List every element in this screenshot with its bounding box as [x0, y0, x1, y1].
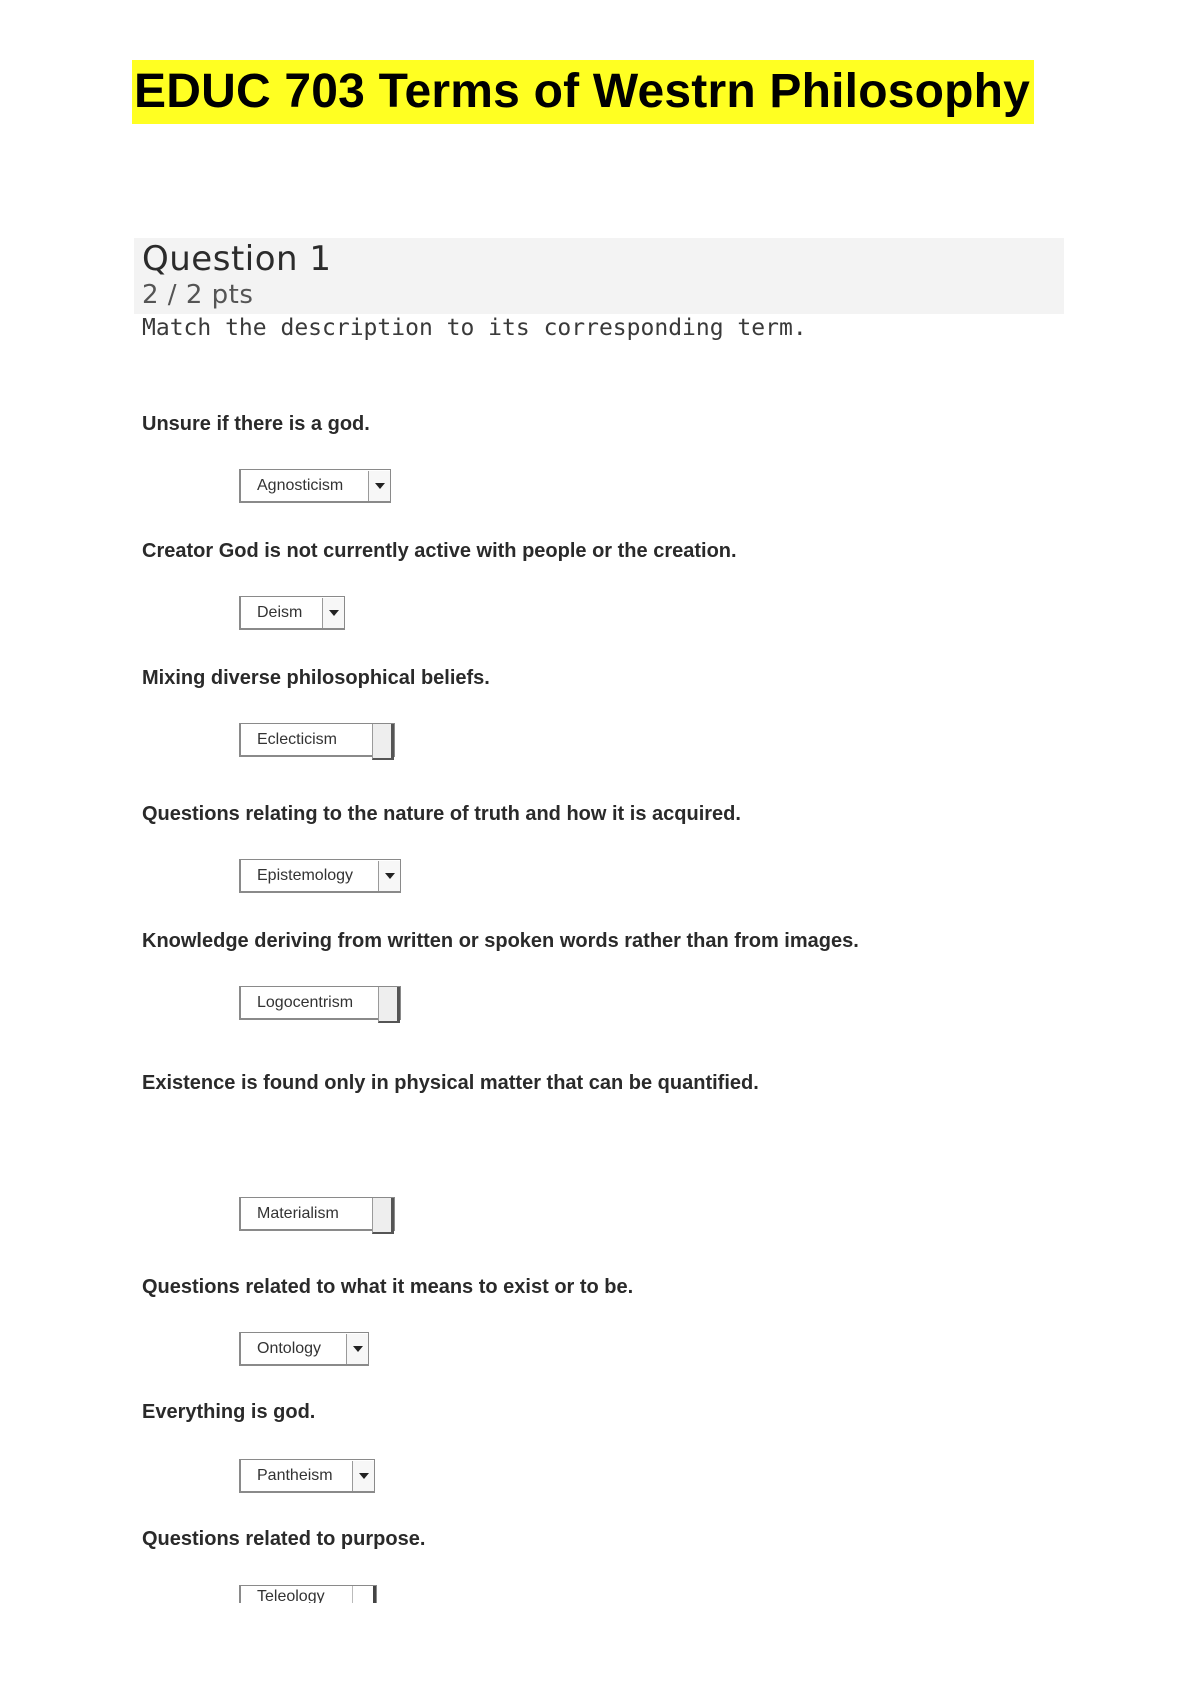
answer-select-value: Deism [257, 603, 303, 621]
answer-select-value: Epistemology [257, 866, 354, 884]
answer-select-1[interactable] [239, 469, 391, 503]
dropdown-arrow-icon[interactable] [368, 471, 390, 501]
match-prompt-6: Existence is found only in physical matter that can be quantified. [142, 1072, 759, 1094]
dropdown-arrow-icon[interactable] [322, 598, 344, 628]
answer-select-value: Teleology [257, 1588, 325, 1603]
dropdown-button[interactable] [372, 1198, 394, 1234]
match-prompt-1: Unsure if there is a god. [142, 413, 370, 435]
answer-select-5[interactable] [239, 986, 401, 1020]
match-prompt-9: Questions related to purpose. [142, 1528, 426, 1550]
answer-select-value: Materialism [257, 1204, 339, 1222]
match-prompt-7: Questions related to what it means to exist or to be. [142, 1276, 634, 1298]
answer-select-6[interactable] [239, 1197, 395, 1231]
answer-select-7[interactable] [239, 1332, 369, 1366]
answer-select-4[interactable] [239, 859, 401, 893]
answer-select-value: Logocentrism [257, 993, 354, 1011]
answer-select-value: Pantheism [257, 1466, 333, 1484]
match-prompt-8: Everything is god. [142, 1401, 316, 1423]
question-instructions: Match the description to its corresponding term. [142, 315, 807, 341]
dropdown-button[interactable] [378, 987, 400, 1023]
match-prompt-2: Creator God is not currently active with people or the creation. [142, 540, 737, 562]
match-prompt-5: Knowledge deriving from written or spoken words rather than from images. [142, 930, 859, 952]
dropdown-button[interactable] [372, 724, 394, 760]
dropdown-arrow-icon[interactable] [378, 861, 400, 891]
answer-select-2[interactable] [239, 596, 345, 630]
dropdown-button[interactable] [352, 1586, 376, 1603]
answer-select-value: Ontology [257, 1339, 322, 1357]
dropdown-arrow-icon[interactable] [352, 1461, 374, 1491]
page-title: EDUC 703 Terms of Westrn Philosophy [132, 60, 1034, 124]
answer-select-value: Agnosticism [257, 476, 344, 494]
question-points: 2 / 2 pts [142, 280, 254, 310]
match-prompt-3: Mixing diverse philosophical beliefs. [142, 667, 490, 689]
dropdown-arrow-icon[interactable] [346, 1334, 368, 1364]
match-prompt-4: Questions relating to the nature of truth and how it is acquired. [142, 803, 741, 825]
answer-select-value: Eclecticism [257, 730, 338, 748]
answer-select-8[interactable] [239, 1459, 375, 1493]
question-title: Question 1 [142, 239, 332, 279]
answer-select-3[interactable] [239, 723, 395, 757]
answer-select-9[interactable] [239, 1585, 377, 1603]
